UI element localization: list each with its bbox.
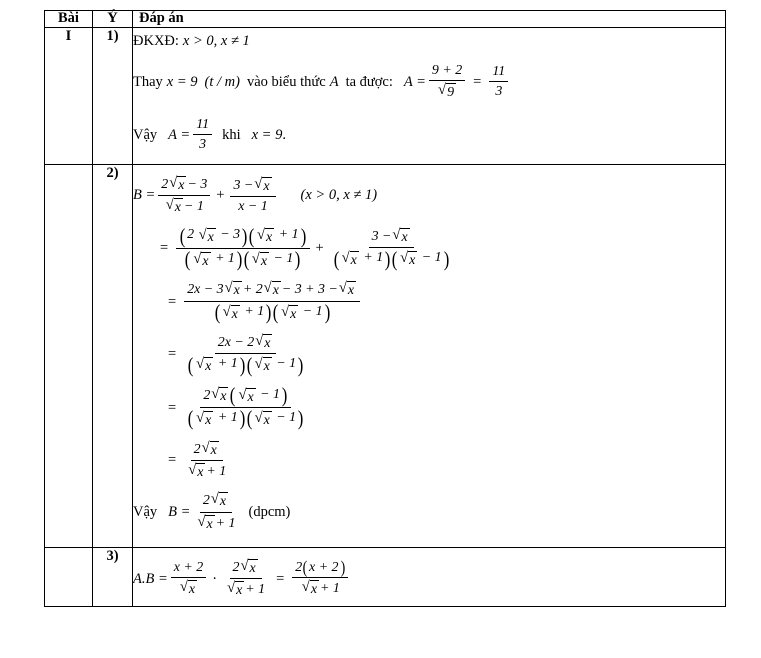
s2-d1-tail: + 1 (215, 250, 235, 266)
cell-y-1: 1) (93, 27, 133, 164)
sqrt-x-26-body: x (206, 516, 213, 532)
period-1: . (282, 126, 286, 143)
A-equals: A = (403, 73, 426, 90)
vao-bieu-thuc-label: vào biểu thức (246, 73, 326, 90)
s6-num-coef: 2 (193, 441, 201, 457)
s2-p1-coef: 2 (187, 227, 195, 243)
step-3-line: = 2x − 3 √ x + 2 √ x − 3 + 3 − √ x ( √ x + 1 ) ( √ x − 1 ) (133, 280, 725, 323)
cell-bai-3 (45, 548, 93, 607)
sqrt-x-30-body: x (310, 582, 317, 598)
table-body (45, 27, 726, 606)
sqrt-x-26: √ x (197, 513, 213, 532)
t1-num-coef: 2 (161, 176, 169, 192)
s5-num-coef: 2 (203, 388, 211, 404)
t3-den-tail: + 1 (320, 581, 340, 597)
sqrt-x-19: √ x (211, 386, 227, 405)
sqrt-x-2-body: x (174, 200, 181, 216)
s4-d2-tail: − 1 (276, 356, 297, 372)
s3-num-tail: − 3 + 3 − (281, 282, 338, 298)
t1-den-tail: − 1 (183, 199, 204, 215)
sqrt-x-24: √ x (188, 461, 204, 480)
sqrt-x-16: √ x (255, 332, 271, 351)
sqrt-9: √ 9 (438, 82, 455, 101)
sqrt-x-28-body: x (249, 561, 256, 577)
sqrt-x-5-body: x (266, 230, 273, 246)
AB-product-line: A.B = x + 2 √ x · 2 √ x √ x + 1 = 2 ( x + 2 ) √ x + 1 (133, 558, 725, 600)
multiplication-dot: · (212, 570, 218, 587)
expression-A: A (329, 73, 339, 90)
s4-d1-tail: + 1 (217, 356, 238, 372)
sqrt-x-12-body: x (272, 283, 279, 299)
sqrt-x-12: √ x (263, 280, 279, 299)
step-6-line: = 2 √ x √ x + 1 (133, 440, 725, 482)
sqrt-x-18: √ x (254, 356, 270, 375)
sqrt-x-29-body: x (236, 583, 243, 599)
AB-equals: A.B = (133, 570, 168, 587)
fraction-step4 (184, 333, 307, 376)
s5-d1-tail: + 1 (217, 410, 238, 426)
sqrt-x-2: √ x (165, 197, 181, 216)
s2-d1-tail-b: + 1 (363, 250, 384, 266)
B-definition-line (133, 175, 725, 217)
plus-sign-2: + (315, 240, 324, 257)
final-den-tail: + 1 (215, 515, 236, 531)
fraction-term1 (158, 175, 210, 217)
vay-label-2: Vậy (133, 504, 158, 521)
conclusion-line-1 (133, 116, 725, 154)
table-header-row (45, 11, 726, 28)
paren-sqrtx-minus1-f: ( √ x − 1 ) (246, 406, 304, 431)
sqrt-x-21: √ x (196, 410, 212, 429)
s3-num-mid: + 2 (242, 282, 263, 298)
fraction-9plus2-over-sqrt9 (429, 62, 465, 102)
numerator-9plus2: 9 + 2 (431, 63, 463, 79)
fraction-step5 (184, 383, 307, 431)
dkxd-label: ĐKXĐ: (133, 32, 179, 49)
tm-note: (t / m) (204, 73, 240, 90)
s6-den-tail: + 1 (206, 463, 227, 479)
t2-num-lead: 3 − (233, 177, 254, 193)
fraction-term2 (230, 176, 275, 216)
s5-d2-tail: − 1 (276, 410, 297, 426)
fraction-final-B (193, 491, 238, 533)
vay-label-1: Vậy (133, 126, 158, 143)
fraction-step6 (184, 440, 229, 482)
condition-note-2: (x > 0, x ≠ 1) (300, 187, 378, 204)
ta-duoc-label: ta được: (345, 73, 393, 90)
sqrt-x-5: √ x (257, 227, 273, 246)
sqrt-x-7: √ x (251, 250, 268, 269)
A-equals-2: A = (168, 126, 191, 143)
paren-sqrtx-minus1-b: ( √ x − 1 ) (391, 246, 449, 271)
s3-num-lead: 2x − 3 (187, 282, 224, 298)
step-2-line: = ( 2 √ x − 3 ) ( √ x + 1 ) ( √ x + 1 ) ( √ x − 1 ) + 3 − √ x ( √ x + 1 ) ( √ x − 1 ) (133, 226, 725, 270)
sqrt-x-22: √ x (254, 410, 270, 429)
denominator-3: 3 (495, 84, 503, 100)
sqrt-x-13: √ x (338, 280, 355, 299)
sqrt-x-4: √ x (198, 227, 214, 246)
s3-d2-tail: − 1 (302, 303, 323, 319)
s2-p2-tail: + 1 (278, 227, 299, 243)
dkxd-value: x > 0, x ≠ 1 (182, 32, 250, 49)
sqrt-x-18-body: x (263, 359, 270, 375)
paren-2sqrtx-minus3: ( 2 √ x − 3 ) (179, 223, 248, 248)
sqrt-x-30: √ x (301, 579, 317, 598)
t2-den: x − 1 (238, 199, 268, 215)
t1-num-3: x + 2 (173, 560, 204, 576)
t2-den-tail-3: + 1 (245, 582, 266, 598)
sqrt-x-19-body: x (220, 389, 227, 405)
final-num-coef: 2 (202, 493, 210, 509)
s4-num-lead: 2x − 2 (217, 334, 255, 350)
sqrt-x-10: √ x (400, 250, 416, 269)
sqrt-x-17-body: x (205, 359, 212, 375)
sqrt-x-17: √ x (196, 356, 212, 375)
sqrt-x-15-body: x (290, 306, 297, 322)
B-equals: B = (133, 187, 156, 204)
sqrt-x-20-body: x (247, 389, 254, 405)
cell-bai-2 (45, 164, 93, 547)
s3-d1-tail: + 1 (244, 303, 265, 319)
sqrt-x-24-body: x (197, 464, 204, 480)
step-4-line: = 2x − 2 √ x ( √ x + 1 ) ( √ x − 1 ) (133, 333, 725, 376)
sqrt-x-6: √ x (193, 250, 209, 269)
sqrt-x-16-body: x (264, 335, 271, 351)
x-equals-nine-b: x = 9 (251, 126, 283, 143)
fraction-11-over-3 (489, 63, 508, 101)
sqrt-x-4-body: x (207, 230, 214, 246)
answer-table (44, 10, 726, 607)
paren-sqrtx-plus1-b: ( √ x + 1 ) (185, 247, 243, 272)
sqrt-x-23: √ x (201, 439, 217, 458)
fraction-result-3 (292, 559, 348, 599)
sqrt-x-28: √ x (240, 558, 256, 577)
fraction-11-over-3-b (193, 116, 212, 154)
thay-label: Thay (133, 73, 163, 90)
sqrt-x-11-body: x (233, 283, 240, 299)
sqrt-x-14: √ x (222, 303, 238, 322)
sqrt-x-20: √ x (238, 386, 254, 405)
fraction-step2-term2 (330, 227, 453, 270)
substitution-line: Thay x = 9 (t / m) vào biểu thức A ta được: A = 9 + 2 √ 9 = $\frac{11}{3}$ (133, 62, 725, 102)
s2-p1-tail: − 3 (220, 227, 241, 243)
denominator-3-b: 3 (199, 137, 207, 153)
paren-sqrtx-minus1-e: ( √ x − 1 ) (230, 383, 288, 408)
plus-sign-1: + (216, 187, 225, 204)
conclusion-line-2 (133, 491, 725, 533)
paren-sqrtx-plus1-d: ( √ x + 1 ) (214, 299, 272, 324)
sqrt-x-1: √ x (169, 174, 185, 193)
cell-answer-1 (133, 27, 726, 164)
cell-y-2: 2) (93, 164, 133, 547)
table-header (45, 11, 726, 28)
fraction-step2-term1 (176, 223, 309, 272)
cell-bai-1: I (45, 27, 93, 164)
fraction-2sqrtx-over-sqrtxplus1 (223, 558, 268, 600)
fraction-step3 (184, 280, 360, 323)
t2-num-coef-3: 2 (232, 560, 240, 576)
sqrt-x-21-body: x (205, 413, 212, 429)
header-y: Ý (93, 11, 133, 28)
t1-num-tail: − 3 (187, 176, 208, 192)
khi-label: khi (222, 126, 241, 143)
paren-sqrtx-plus1-f: ( √ x + 1 ) (187, 406, 245, 431)
s5-num-paren-tail: − 1 (260, 386, 280, 402)
paren-sqrtx-minus1-d: ( √ x − 1 ) (246, 352, 304, 377)
numerator-11: 11 (492, 64, 506, 80)
dpcm-note: (dpcm) (248, 504, 291, 521)
sqrt-x-1-body: x (178, 177, 185, 193)
fraction-xplus2-over-sqrtx (171, 559, 206, 599)
sqrt-x-15: √ x (281, 303, 297, 322)
sqrt-9-body: 9 (447, 85, 455, 101)
sqrt-x-7-body: x (260, 253, 268, 269)
x-equals-nine: x = 9 (166, 73, 198, 90)
sqrt-x-13-body: x (347, 283, 355, 299)
table-row (45, 27, 726, 164)
s2-d2-tail: − 1 (273, 250, 294, 266)
sqrt-x-3-body: x (263, 178, 270, 194)
table-row (45, 548, 726, 607)
table-row (45, 164, 726, 547)
sqrt-x-29: √ x (227, 580, 243, 599)
sqrt-x-27: √ x (179, 579, 196, 598)
step-5-line: = 2 √ x ( √ x − 1 ) ( √ x + 1 ) ( √ x − 1 ) (133, 386, 725, 430)
paren-sqrtx-minus1-a: ( √ x − 1 ) (243, 247, 301, 272)
sqrt-x-14-body: x (231, 306, 238, 322)
sqrt-x-25-body: x (219, 494, 227, 510)
sqrt-x-6-body: x (202, 253, 209, 269)
t3-num-coef: 2 (295, 560, 303, 576)
s2-d2-tail-b: − 1 (421, 250, 442, 266)
paren-sqrtx-plus1-a: ( √ x + 1 ) (248, 223, 306, 248)
paren-sqrtx-plus1-e: ( √ x + 1 ) (187, 352, 245, 377)
sqrt-x-25: √ x (210, 491, 227, 510)
sqrt-x-9: √ x (341, 250, 357, 269)
numerator-11-b: 11 (196, 116, 210, 132)
sqrt-x-11: √ x (224, 280, 240, 299)
B-equals-final: B = (168, 504, 191, 521)
sqrt-x-10-body: x (409, 253, 416, 269)
cell-answer-3 (133, 548, 726, 607)
paren-sqrtx-minus1-c: ( √ x − 1 ) (272, 299, 330, 324)
sqrt-x-3: √ x (254, 175, 270, 194)
sqrt-x-27-body: x (188, 582, 196, 598)
paren-xplus2: ( x + 2 ) (302, 557, 345, 578)
header-dap-an: Đáp án (133, 11, 726, 28)
s2-t2-lead: 3 − (371, 228, 392, 244)
sqrt-x-9-body: x (350, 253, 357, 269)
sqrt-x-22-body: x (263, 413, 270, 429)
document-page (0, 10, 761, 658)
cell-answer-2 (133, 164, 726, 547)
header-bai: Bài (45, 11, 93, 28)
t3-num-paren-body: x + 2 (309, 560, 339, 576)
paren-sqrtx-plus1-c: ( √ x + 1 ) (333, 246, 391, 271)
sqrt-x-23-body: x (210, 442, 217, 458)
cell-y-3: 3) (93, 548, 133, 607)
sqrt-x-8: √ x (392, 226, 408, 245)
condition-line (133, 32, 725, 50)
sqrt-x-8-body: x (401, 229, 408, 245)
